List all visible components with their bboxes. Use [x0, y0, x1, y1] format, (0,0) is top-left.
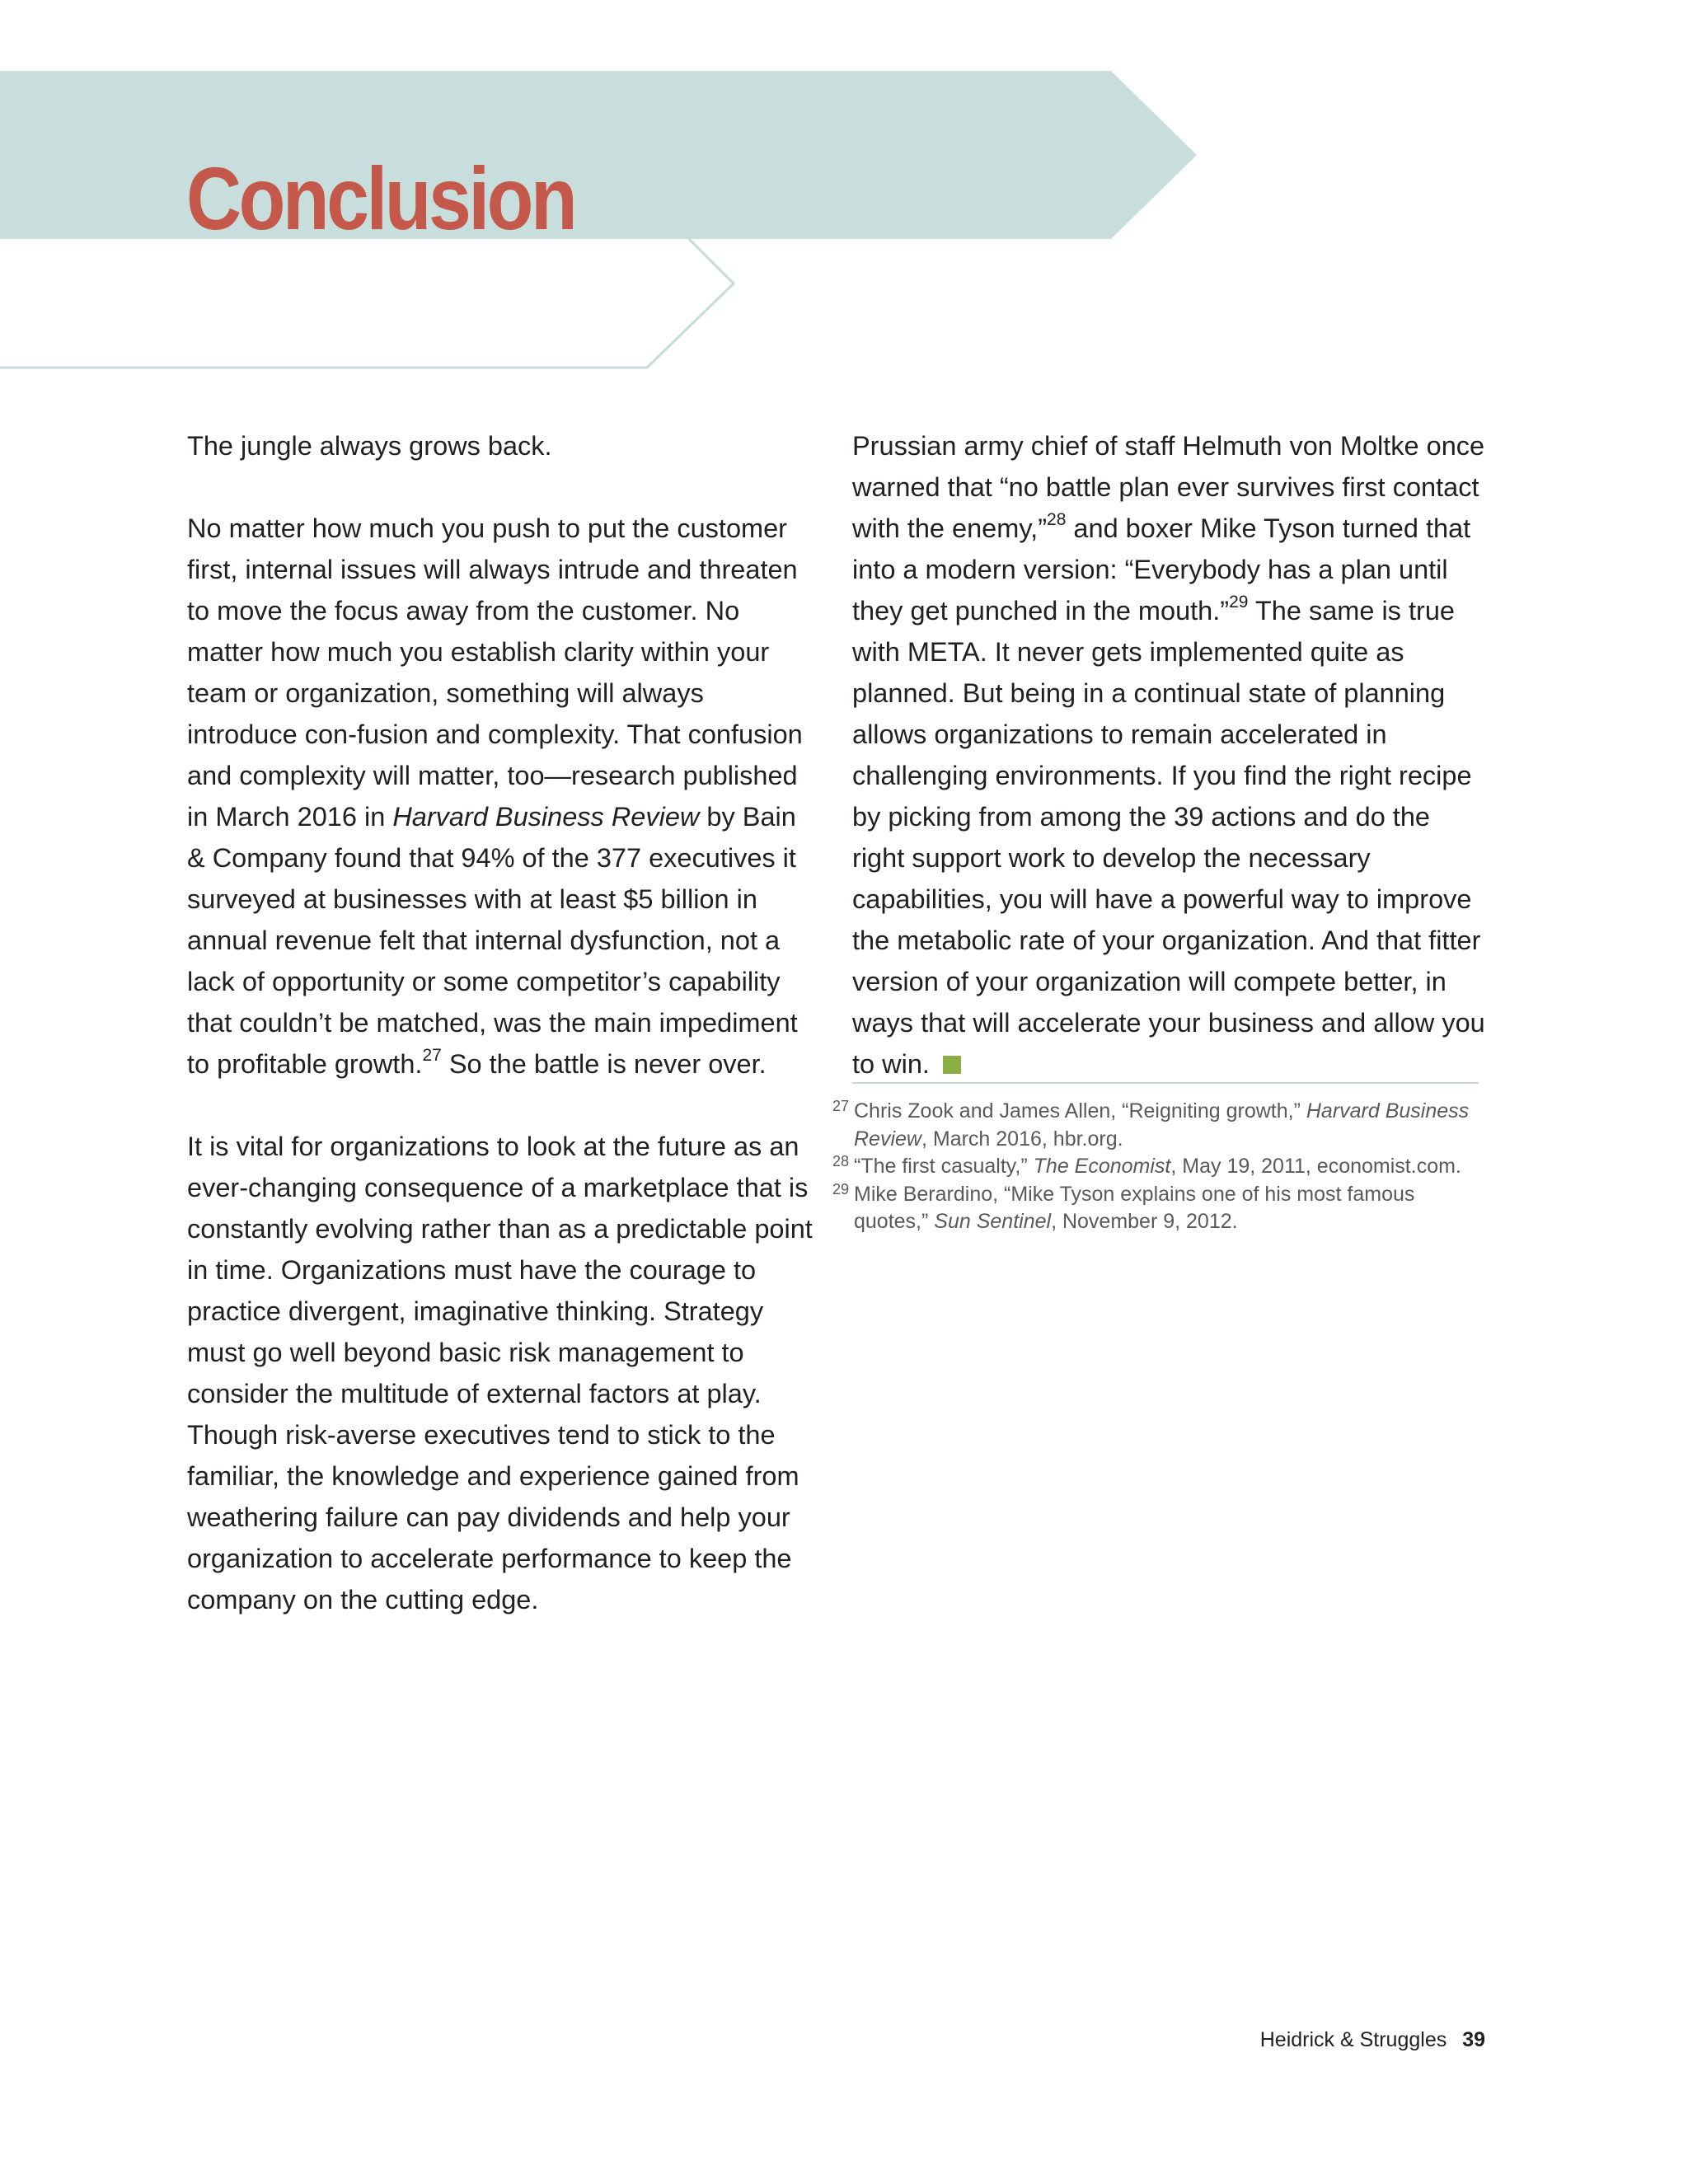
publication-title: Harvard Business Review	[392, 802, 700, 832]
footnote-number: 29	[832, 1180, 850, 1197]
footnote-item: 29 Mike Berardino, “Mike Tyson explains one of his most famous quotes,” Sun Sentinel, November 9, 2012.	[832, 1181, 1492, 1236]
title-banner-arrow	[0, 71, 1197, 239]
footnote-ref-27[interactable]: 27	[422, 1046, 442, 1065]
footnote-item: 27 Chris Zook and James Allen, “Reigniting growth,” Harvard Business Review, March 2016, hbr.org.	[832, 1098, 1492, 1153]
footnote-number: 27	[832, 1098, 850, 1114]
publisher-name: Heidrick & Struggles	[1259, 2028, 1447, 2051]
body-paragraph-future: It is vital for organizations to look at the future as an ever-changing consequence of a marketplace that is constantly evolving rather than as a predictable point in time. Organizations must have the courage to practice divergent, imaginative thinking. Strategy must go well beyond basic risk management to consider the multitude of external factors at play. Though risk-averse executives tend to stick to the familiar, the knowledge and experience gained from weathering failure can pay dividends and help your organization to accelerate performance to keep the company on the cutting edge.	[187, 1132, 813, 1615]
right-text-column	[852, 425, 1487, 1085]
left-text-column	[187, 425, 814, 1620]
opening-sentence: The jungle always grows back.	[187, 431, 552, 461]
end-of-article-mark	[943, 1056, 961, 1074]
page-footer	[1260, 2026, 1485, 2054]
page-number: 39	[1462, 2028, 1485, 2051]
page-title: Conclusion	[186, 148, 575, 248]
body-paragraph-internal-issues: No matter how much you push to put the customer first, internal issues will always intrude and threaten to move the focus away from the customer. No matter how much you establish clarity within your team or organization, something will always introduce con-fusion and complexity. That confusion and complexity will matter, too—research published in March 2016 in Harvard Business Review by Bain & Company found that 94% of the 377 executives it surveyed at businesses with at least $5 billion in annual revenue felt that internal dysfunction, not a lack of opportunity or some competitor’s capability that couldn’t be matched, was the main impediment to profitable growth.$^{27}$ So the battle is never over.	[187, 513, 803, 1079]
footnote-ref-29[interactable]: 29	[1229, 593, 1249, 612]
footnote-ref-28[interactable]: 28	[1047, 510, 1067, 529]
footnote-number: 28	[832, 1153, 850, 1169]
footnote-item: 28 “The first casualty,” The Economist, May 19, 2011, economist.com.	[832, 1153, 1492, 1181]
footnote-divider	[852, 1082, 1479, 1084]
footnotes-list	[832, 1098, 1492, 1236]
body-paragraph-moltke: Prussian army chief of staff Helmuth von Moltke once warned that “no battle plan ever survives first contact with the enemy,”$^{28}$ and boxer Mike Tyson turned that into a modern version: “Everybody has a plan until they get punched in the mouth.”$^{29}$ The same is true with META. It never gets implemented quite as planned. But being in a continual state of planning allows organizations to remain accelerated in challenging environments. If you find the right recipe by picking from among the 39 actions and do the right support work to develop the necessary capabilities, you will have a powerful way to improve the metabolic rate of your organization. And that fitter version of your organization will compete better, in ways that will accelerate your business and allow you to win.	[852, 431, 1485, 1079]
outline-chevron	[0, 239, 734, 368]
